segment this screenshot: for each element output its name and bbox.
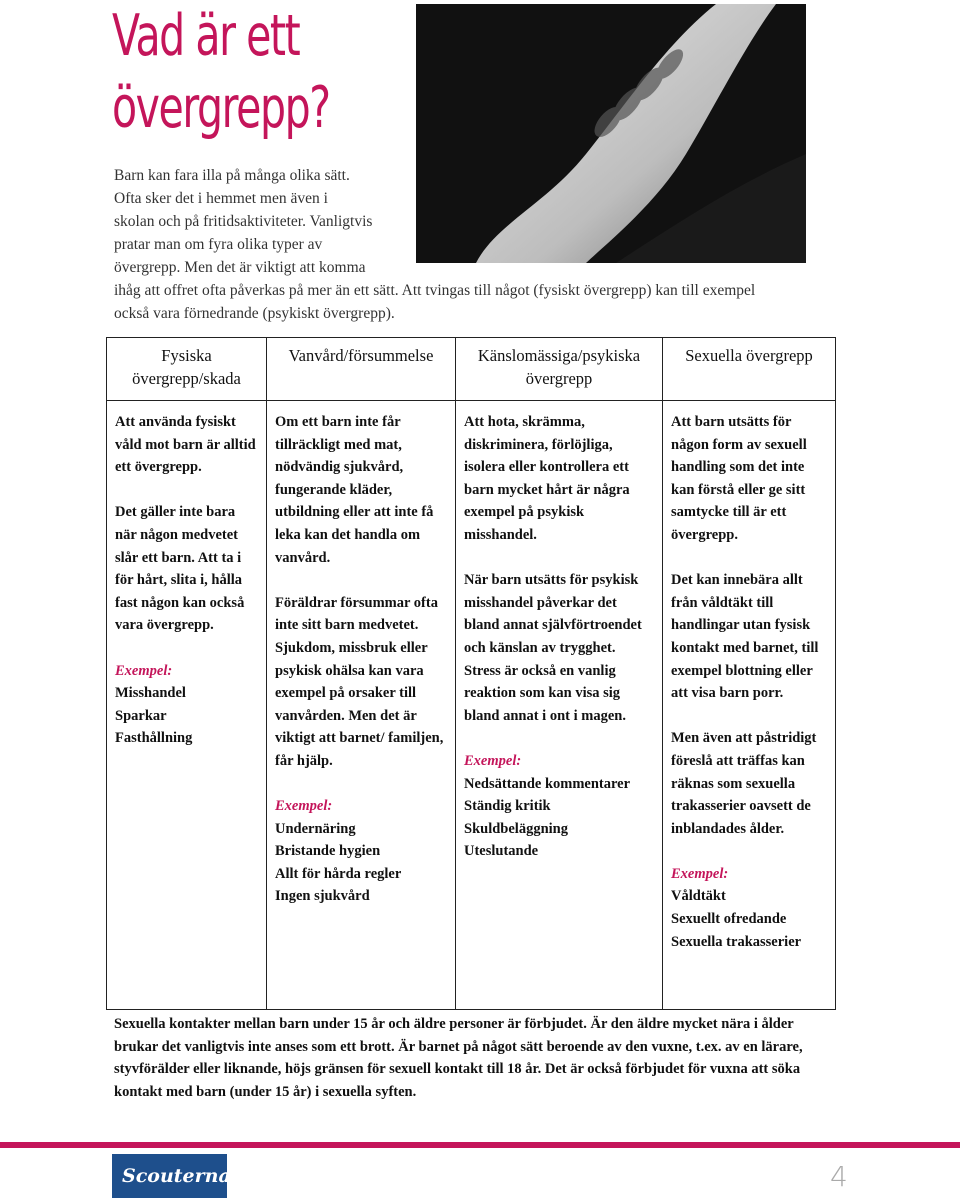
- column-sexual: [663, 401, 836, 1010]
- example-item: Sparkar: [115, 707, 167, 724]
- example-label: Exempel:: [464, 752, 522, 769]
- paragraph: Men även att påstridigt föreslå att träffas kan räknas som sexuella trakasserier oavsett de inblandades ålder.: [671, 730, 817, 837]
- column-emotional: [456, 401, 663, 1010]
- example-label: Exempel:: [115, 662, 173, 679]
- table-body-row: [107, 401, 836, 1010]
- intro-line: Barn kan fara illa på många olika sätt.: [114, 167, 350, 184]
- header-sexual: Sexuella övergrepp: [663, 338, 836, 401]
- intro-text: [114, 164, 844, 325]
- footer-divider: [0, 1142, 960, 1148]
- scouterna-logo: [112, 1154, 231, 1198]
- paragraph: Föräldrar försummar ofta inte sitt barn medvetet. Sjukdom, missbruk eller psykisk ohälsa kan vara exempel på orsaker till vanvården. Men det är viktigt att barnet/ familjen, får hjälp.: [275, 594, 444, 769]
- example-item: Bristande hygien: [275, 843, 381, 860]
- paragraph: Att barn utsätts för någon form av sexuell handling som det inte kan förstå eller ge sitt samtycke till är ett övergrepp.: [671, 414, 807, 543]
- example-block: [275, 795, 447, 908]
- abuse-types-table: [106, 337, 836, 1010]
- example-item: Skuldbeläggning: [464, 820, 568, 837]
- example-label: Exempel:: [275, 798, 333, 815]
- example-item: Fasthållning: [115, 730, 193, 747]
- example-item: Nedsättande kommentarer: [464, 775, 631, 792]
- table-header-row: [107, 338, 836, 401]
- column-neglect: [267, 401, 456, 1010]
- title-line-2: övergrepp?: [112, 75, 330, 141]
- example-block: [115, 660, 258, 750]
- column-physical: [107, 401, 267, 1010]
- paragraph: När barn utsätts för psykisk misshandel påverkar det bland annat självförtroendet och känslan av trygghet. Stress är också en vanlig reaktion som kan visa sig bland annat i ont i magen.: [464, 572, 642, 724]
- intro-line: också vara förnedrande (psykiskt övergrepp).: [114, 305, 395, 322]
- example-item: Misshandel: [115, 685, 186, 702]
- example-item: Våldtäkt: [671, 888, 726, 905]
- example-block: [464, 750, 654, 863]
- page-number: 4: [830, 1160, 848, 1193]
- example-item: Sexuella trakasserier: [671, 933, 802, 950]
- paragraph: Det gäller inte bara när någon medvetet slår ett barn. Att ta i för hårt, slita i, hålla fast någon kan också vara övergrepp.: [115, 504, 245, 634]
- intro-line: ihåg att offret ofta påverkas på mer än ett sätt. Att tvingas till något (fysiskt övergrepp) kan till exempel: [114, 282, 756, 299]
- intro-line: övergrepp. Men det är viktigt att komma: [114, 259, 366, 276]
- header-emotional: Känslomässiga/psykiska övergrepp: [456, 338, 663, 401]
- example-item: Ingen sjukvård: [275, 888, 370, 905]
- paragraph: Om ett barn inte får tillräckligt med mat, nödvändig sjukvård, fungerande kläder, utbildning eller att inte få leka kan det handla om vanvård.: [275, 414, 434, 566]
- example-item: Undernäring: [275, 820, 356, 837]
- intro-line: skolan och på fritidsaktiviteter. Vanligtvis: [114, 213, 373, 230]
- logo-text: Scouterna: [122, 1165, 231, 1187]
- header-physical: Fysiska övergrepp/skada: [107, 338, 267, 401]
- paragraph: Att använda fysiskt våld mot barn är alltid ett övergrepp.: [115, 414, 256, 476]
- header-neglect: Vanvård/försummelse: [267, 338, 456, 401]
- example-item: Ständig kritik: [464, 798, 551, 815]
- paragraph: Att hota, skrämma, diskriminera, förlöjliga, isolera eller kontrollera ett barn mycket hårt är några exempel på psykisk misshandel.: [464, 414, 630, 543]
- example-label: Exempel:: [671, 865, 729, 882]
- page-title: [112, 0, 342, 144]
- paragraph: Det kan innebära allt från våldtäkt till handlingar utan fysisk kontakt med barnet, till exempel blottning eller att visa barn porr.: [671, 572, 819, 702]
- example-block: [671, 863, 827, 953]
- legal-note: Sexuella kontakter mellan barn under 15 år och äldre personer är förbjudet. Är den äldre mycket nära i ålder brukar det vanligtvis inte anses som ett brott. Är barnet på något sätt beroende av den vuxne, t.ex. av en lärare, styvförälder eller liknande, höjs gränsen för sexuell kontakt till 18 år. Det är också förbjudet för vuxna att söka kontakt med barn (under 15 år) i sexuella syften.: [114, 1016, 803, 1100]
- example-item: Uteslutande: [464, 843, 539, 860]
- title-line-1: Vad är ett: [112, 3, 300, 69]
- intro-line: Ofta sker det i hemmet men även i: [114, 190, 328, 207]
- intro-line: pratar man om fyra olika typer av: [114, 236, 323, 253]
- example-item: Sexuellt ofredande: [671, 911, 787, 928]
- example-item: Allt för hårda regler: [275, 865, 402, 882]
